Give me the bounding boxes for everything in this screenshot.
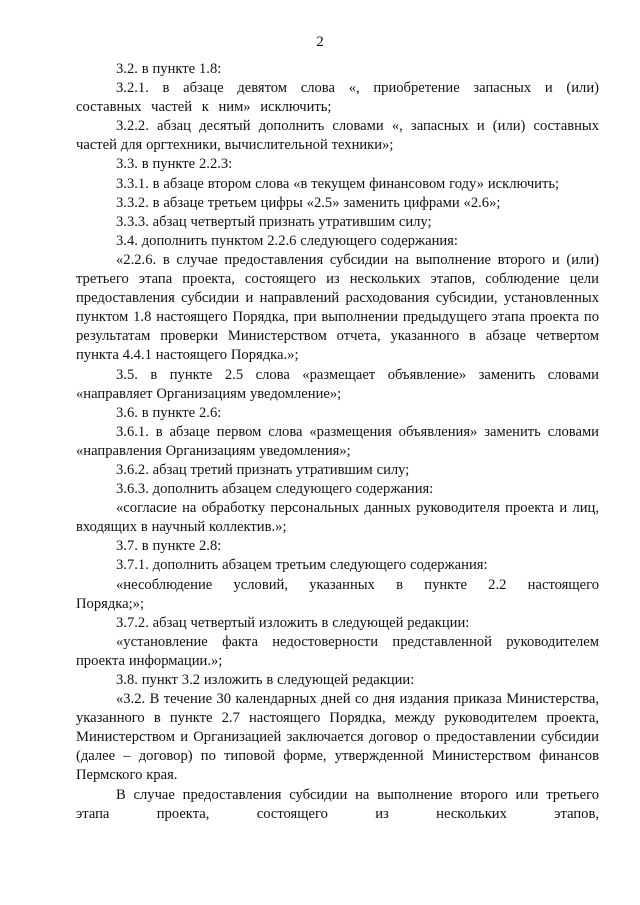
paragraph-2-2-6: «2.2.6. в случае предоставления субсидии на выполнение второго и (или) третьего этапа проекта, состоящего из нескольких этапов, соблюдение цели предоставления субсидии и направлений расходования субсидии, установленных пунктом 1.8 настоящего Порядка, при выполнении предыдущего этапа проекта по результатам проверки Министерством отчета, указанного в абзаце четвертом пункта 4.4.1 настоящего Порядка.»; <box>76 251 599 364</box>
paragraph-3-6-3: 3.6.3. дополнить абзацем следующего содержания: <box>116 481 434 498</box>
paragraph-3-4: 3.4. дополнить пунктом 2.2.6 следующего содержания: <box>116 232 458 249</box>
paragraph-consent: «согласие на обработку персональных данных руководителя проекта и лиц, входящих в научный коллектив.»; <box>76 500 599 536</box>
paragraph-3-5: 3.5. в пункте 2.5 слова «размещает объявление» заменить словами «направляет Организациям уведомление»; <box>76 366 599 402</box>
paragraph-3-6-2: 3.6.2. абзац третий признать утратившим силу; <box>116 461 410 478</box>
page-number: 2 <box>316 34 324 50</box>
paragraph-3-2-new: «3.2. В течение 30 календарных дней со дня издания приказа Министерства, указанного в пункте 2.7 настоящего Порядка, между руководителем проекта, Министерством и Организацией заключается договор о предоставлении субсидии (далее – договор) по типовой форме, утвержденной Министерством финансов Пермского края. <box>76 691 599 784</box>
paragraph-3-7-1: 3.7.1. дополнить абзацем третьим следующего содержания: <box>116 557 488 574</box>
paragraph-3-2: 3.2. в пункте 1.8: <box>116 61 222 77</box>
paragraph-3-8: 3.8. пункт 3.2 изложить в следующей редакции: <box>116 672 415 688</box>
paragraph-3-7-2: 3.7.2. абзац четвертый изложить в следующей редакции: <box>116 614 470 631</box>
paragraph-last: В случае предоставления субсидии на выполнение второго или третьего этапа проекта, состоящего из нескольких этапов, <box>76 786 599 822</box>
paragraph-noncompliance: «несоблюдение условий, указанных в пункте 2.2 настоящего Порядка;»; <box>76 576 599 612</box>
paragraph-3-6: 3.6. в пункте 2.6: <box>116 404 222 421</box>
paragraph-3-3-2: 3.3.2. в абзаце третьем цифры «2.5» заменить цифрами «2.6»; <box>116 194 501 211</box>
paragraph-3-6-1: 3.6.1. в абзаце первом слова «размещения объявления» заменить словами «направления Организациям уведомления»; <box>76 423 599 459</box>
paragraph-3-2-2: 3.2.2. абзац десятый дополнить словами «, запасных и (или) составных частей для оргтехники, вычислительной техники»; <box>76 118 599 154</box>
paragraph-3-7: 3.7. в пункте 2.8: <box>116 538 222 555</box>
paragraph-3-3-3: 3.3.3. абзац четвертый признать утратившим силу; <box>116 213 432 230</box>
paragraph-3-3-1: 3.3.1. в абзаце втором слова «в текущем финансовом году» исключить; <box>116 175 560 192</box>
paragraph-3-3: 3.3. в пункте 2.2.3: <box>116 156 233 173</box>
paragraph-3-2-1: 3.2.1. в абзаце девятом слова «, приобретение запасных и (или) составных частей к ним» исключить; <box>76 80 599 116</box>
document-body <box>76 60 599 824</box>
paragraph-unreliable: «установление факта недостоверности представленной руководителем проекта информации.»; <box>76 633 599 669</box>
